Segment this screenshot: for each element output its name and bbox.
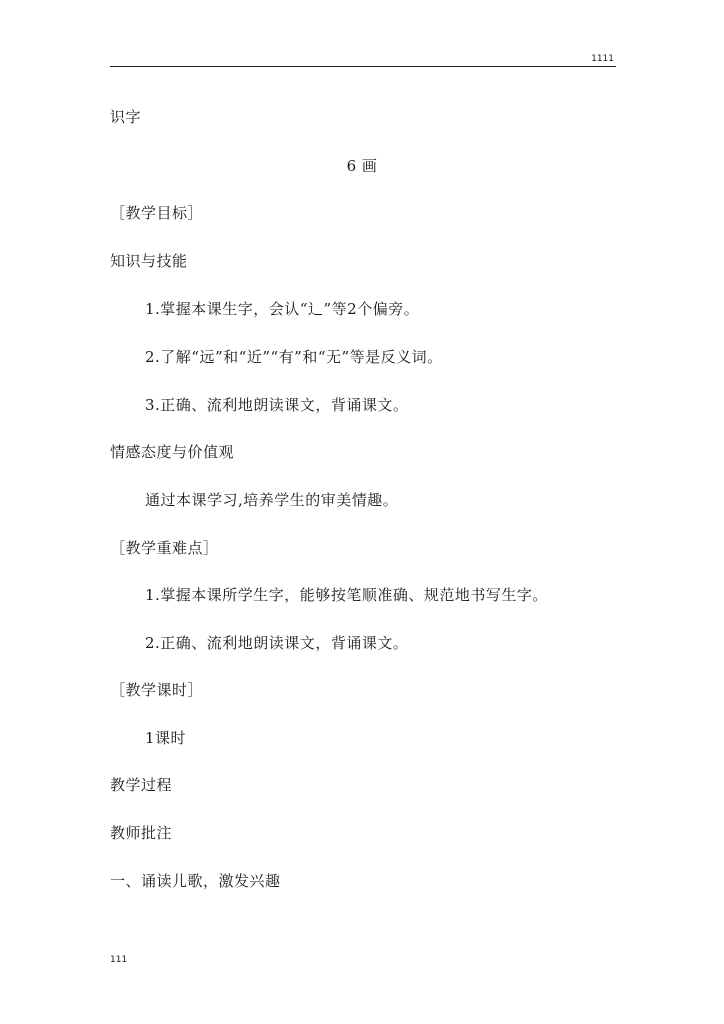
header-rule xyxy=(110,66,616,67)
knowledge-item: 3.正确、流利地朗读课文，背诵课文。 xyxy=(145,396,409,414)
notes-heading: 教师批注 xyxy=(110,824,173,842)
attitude-text: 通过本课学习,培养学生的审美情趣。 xyxy=(145,491,399,509)
key-points-item: 2.正确、流利地朗读课文，背诵课文。 xyxy=(145,634,409,652)
periods-heading: ［教学课时］ xyxy=(110,681,204,699)
lesson-title: 6 画 xyxy=(346,157,378,175)
footer-page-number: 111 xyxy=(110,955,128,965)
key-points-item: 1.掌握本课所学生字，能够按笔顺准确、规范地书写生字。 xyxy=(145,586,548,604)
knowledge-item: 1.掌握本课生字，会认“辶”等2个偏旁。 xyxy=(145,300,420,318)
document-title: 识字 xyxy=(110,108,142,126)
key-points-heading: ［教学重难点］ xyxy=(110,539,219,557)
periods-text: 1课时 xyxy=(145,729,187,747)
header-page-number: 1111 xyxy=(591,54,614,64)
process-heading: 教学过程 xyxy=(110,776,173,794)
knowledge-heading: 知识与技能 xyxy=(110,252,188,270)
objectives-heading: ［教学目标］ xyxy=(110,204,204,222)
attitude-heading: 情感态度与价值观 xyxy=(110,443,235,461)
step1-heading: 一、诵读儿歌，激发兴趣 xyxy=(110,872,281,890)
knowledge-item: 2.了解“远”和“近”“有”和“无”等是反义词。 xyxy=(145,348,443,366)
